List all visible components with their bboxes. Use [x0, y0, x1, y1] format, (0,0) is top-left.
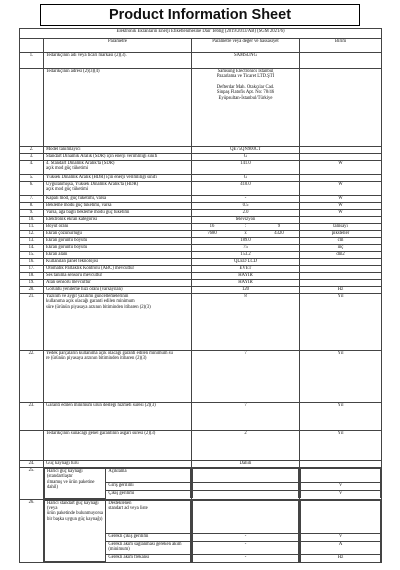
table-row: 19. Alan sensörü mevcuttur HAYIR	[20, 280, 382, 287]
supplier-address: Samsung Electronics İstanbul Pazarlama ve Ticaret LTD.ŞTİ Defterdar Mah. Otakçılar Cad. Sinpaş Flatofis Apt. No: 78/46 Eyüpsultan-İstanbul/Türkiye	[192, 69, 300, 147]
table-row: 12. Ekran çözünürlüğü 7680 x 4320 piksteller	[20, 231, 382, 238]
table-row: 15. Ekran alanı 153.2 dm2	[20, 252, 382, 259]
row-label: Tedarikçinin adresi (2)(3)(4)	[44, 69, 192, 147]
row-label: Tedarikçinin adı veya ticari markası (2)(3).	[44, 53, 192, 69]
table-row: 10. Elektronik ekran kategorisi televizyon	[20, 217, 382, 224]
regulation-text: Elektronik Ekranların Enerji Etiketlenmesine Dair Tebliğ (2019/2013/AB) (SGM 2021/6)	[20, 29, 382, 39]
table-row: 8. Bekleme modu güç tüketimi, varsa 0.5 W	[20, 203, 382, 210]
table-row: Tedarikçinin sunacağı genel garantinin asgari süresi (2)(3) 2 Yıl	[20, 431, 382, 461]
table-row: 24. Güç kaynağı türü Dahili	[20, 461, 382, 468]
table-row: 7. Kapalı mod, güç tüketimi, varsa - W	[20, 196, 382, 203]
table-row: 21. Yazılım ve aygıt yazılımı güncellemelerinin kullanıma açık olacağı garanti edilen minimum süre (ürünün piyasaya arzının bitiminden itibaren (2)(3) 8 Yıl	[20, 294, 382, 351]
table-row: 23. Garanti edilen minimum ürün desteği hizmeti süresi (2)(3) 7 Yıl	[20, 403, 382, 431]
table-row: 20. Görüntü yenileme hızı oranı (varsayılan) 120 Hz	[20, 287, 382, 294]
table-row: 22. Yedek parçaların kullanıma açık olacağı garanti edilen minimum sü re (ürünün piyasaya arzının bitiminden itibaren (2)(3) 7 Yıl	[20, 351, 382, 403]
header-unit: Birim	[300, 39, 382, 53]
header-parameter: Parametre	[44, 39, 192, 53]
parameter-table	[19, 28, 382, 563]
table-row: 13. Ekran görüntü boyutu 189.0 cm	[20, 238, 382, 245]
table-row: 1. Tedarikçinin adı veya ticari markası (2)(3). SAMSUNG	[20, 53, 382, 69]
table-row: 25. Harici güç kaynağı (standartlaştır ılmamış ve ürün paketine dahil) Açıklama Giriş gerilimi Çıkış gerilimi V V	[20, 468, 382, 500]
table-row	[20, 69, 382, 147]
sheet-title: Product Information Sheet	[40, 4, 360, 26]
table-row: 9. Varsa, ağa bağlı bekleme modu güç tüketimi 2.0 W	[20, 210, 382, 217]
row-value: SAMSUNG	[192, 53, 300, 69]
table-row: 5. Yüksek Dinamik Aralık (HDR) için enerji verimliliği sınıfı G	[20, 175, 382, 182]
table-row: 26. Harici standart güç kaynağı (veya ürün paketinde bulunmuyorsa bir başka uygun güç kaynağı) Desteklenen standart ad veya liste Gerekli çıkış gerilimi Gerekli akım sağlanması gereken akım (minimum) Gerekli akım frekansı - - - V A Hz	[20, 499, 382, 563]
table-row: 14. Ekran görüntü boyutu 75 inç	[20, 245, 382, 252]
table-row: 16. Kullanılan panel teknolojisi QLED LCD	[20, 259, 382, 266]
header-value: Parametre veya değer ve hassasiyet	[192, 39, 300, 53]
table-row: 2. Model tanımlayıcı QE75QN900CT	[20, 147, 382, 154]
table-row: 4. 4. Standart Dinamik Aralık'ta (SDR) açık mod güç tüketimi 141.0 W	[20, 161, 382, 175]
table-row: 18. Ses tanıma sensörü mevcuttur HAYIR	[20, 273, 382, 280]
table-row: 3. Standart Dinamik Aralık (SDR) için enerji verimliliği sınıfı G	[20, 154, 382, 161]
table-row: 17. Otomatik Parlaklık Kontrolü (ABC) mevcuttur EVET	[20, 266, 382, 273]
table-row: 6. Uygulanmışsa, Yüksek Dinamik Aralık'ta (HDR) açık mod güç tüketimi 410.0 W	[20, 182, 382, 196]
table-row: 11. Boyut oranı 16 : 9 tamsayı	[20, 224, 382, 231]
